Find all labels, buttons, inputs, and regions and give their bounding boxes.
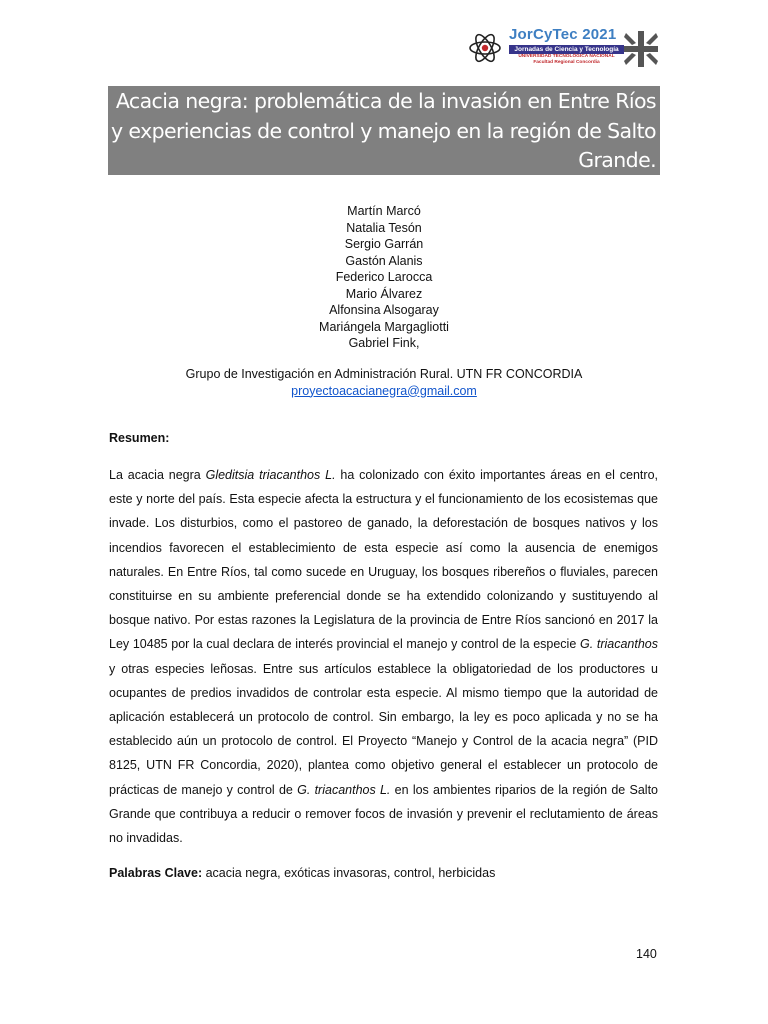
keywords-label: Palabras Clave: <box>109 866 203 880</box>
paper-title <box>108 86 660 175</box>
atom-logo-icon <box>468 30 502 66</box>
author: Martín Marcó <box>347 204 421 218</box>
email-link[interactable]: proyectoacacianegra@gmail.com <box>291 383 477 398</box>
affiliation-block <box>0 366 768 399</box>
abstract-heading: Resumen: <box>109 431 170 445</box>
keywords-text: acacia negra, exóticas invasoras, control, herbicidas <box>202 866 496 880</box>
keywords <box>109 866 495 880</box>
event-logo-text <box>509 26 624 66</box>
title-line-2: y experiencias de control y manejo en la región de Salto <box>110 118 656 143</box>
header-logo <box>468 26 660 72</box>
event-subtitle: Jornadas de Ciencia y Tecnología <box>509 45 624 54</box>
event-title: JorCyTec 2021 <box>509 26 617 43</box>
faculty-name: Facultad Regional Concordia <box>533 60 600 65</box>
author: Mariángela Margagliotti <box>319 319 449 334</box>
author: Federico Larocca <box>335 270 433 284</box>
university-name: UNIVERSIDAD TECNOLÓGICA NACIONAL <box>518 54 615 59</box>
author: Alfonsina Alsogaray <box>329 303 439 317</box>
title-line-3: Grande. <box>578 148 656 172</box>
author: Gabriel Fink, <box>348 336 420 350</box>
title-line-1: Acacia negra: problemática de la invasión en Entre Ríos <box>115 89 656 113</box>
abstract-text: La acacia negra Gleditsia triacanthos L. ha colonizado con éxito importantes áreas en el centro, este y norte del país. Esta especie afecta la estructura y el funcionamiento de los ecosistemas que invade. Los disturbios, como el pastoreo de ganado, la deforestación de bosques nativos y los incendios favorecen el establecimiento de esta especie así como la ausencia de enemigos naturales. En Entre Ríos, tal como sucede en Uruguay, los bosques ribereños o fluviales, parecen constituirse en su ambiente preferencial donde se ha extendido colonizando y sustituyendo al bosque nativo. Por estas razones la Legislatura de la provincia de Entre Ríos sancionó en 2017 la Ley 10485 por la cual declara de interés provincial el manejo y control de la especie G. triacanthos y otras especies leñosas. Entre sus artículos establece la obligatoriedad de los productores u ocupantes de predios invadidos de controlar esta especie. Al mismo tiempo que la autoridad de aplicación establecerá un protocolo de control. Sin embargo, la ley es poco aplicada y no se ha establecido aún un protocolo de control. El Proyecto “Manejo y Control de la acacia negra” (PID 8125, UTN FR Concordia, 2020), plantea como objetivo general el establecer un protocolo de prácticas de manejo y control de G. triacanthos L. en los ambientes riparios de la región de Salto Grande que contribuya a reducir o remover focos de invasión y prevenir el reclutamiento de áreas no invadidas. <box>109 468 659 846</box>
author: Sergio Garrán <box>344 237 424 251</box>
affiliation: Grupo de Investigación en Administración Rural. UTN FR CONCORDIA <box>185 367 583 381</box>
author-list <box>0 203 768 352</box>
page-number: 140 <box>636 947 657 961</box>
utn-logo-icon <box>624 31 658 67</box>
author: Mario Álvarez <box>345 286 423 301</box>
author: Natalia Tesón <box>346 220 422 235</box>
author: Gastón Alanis <box>345 253 423 268</box>
